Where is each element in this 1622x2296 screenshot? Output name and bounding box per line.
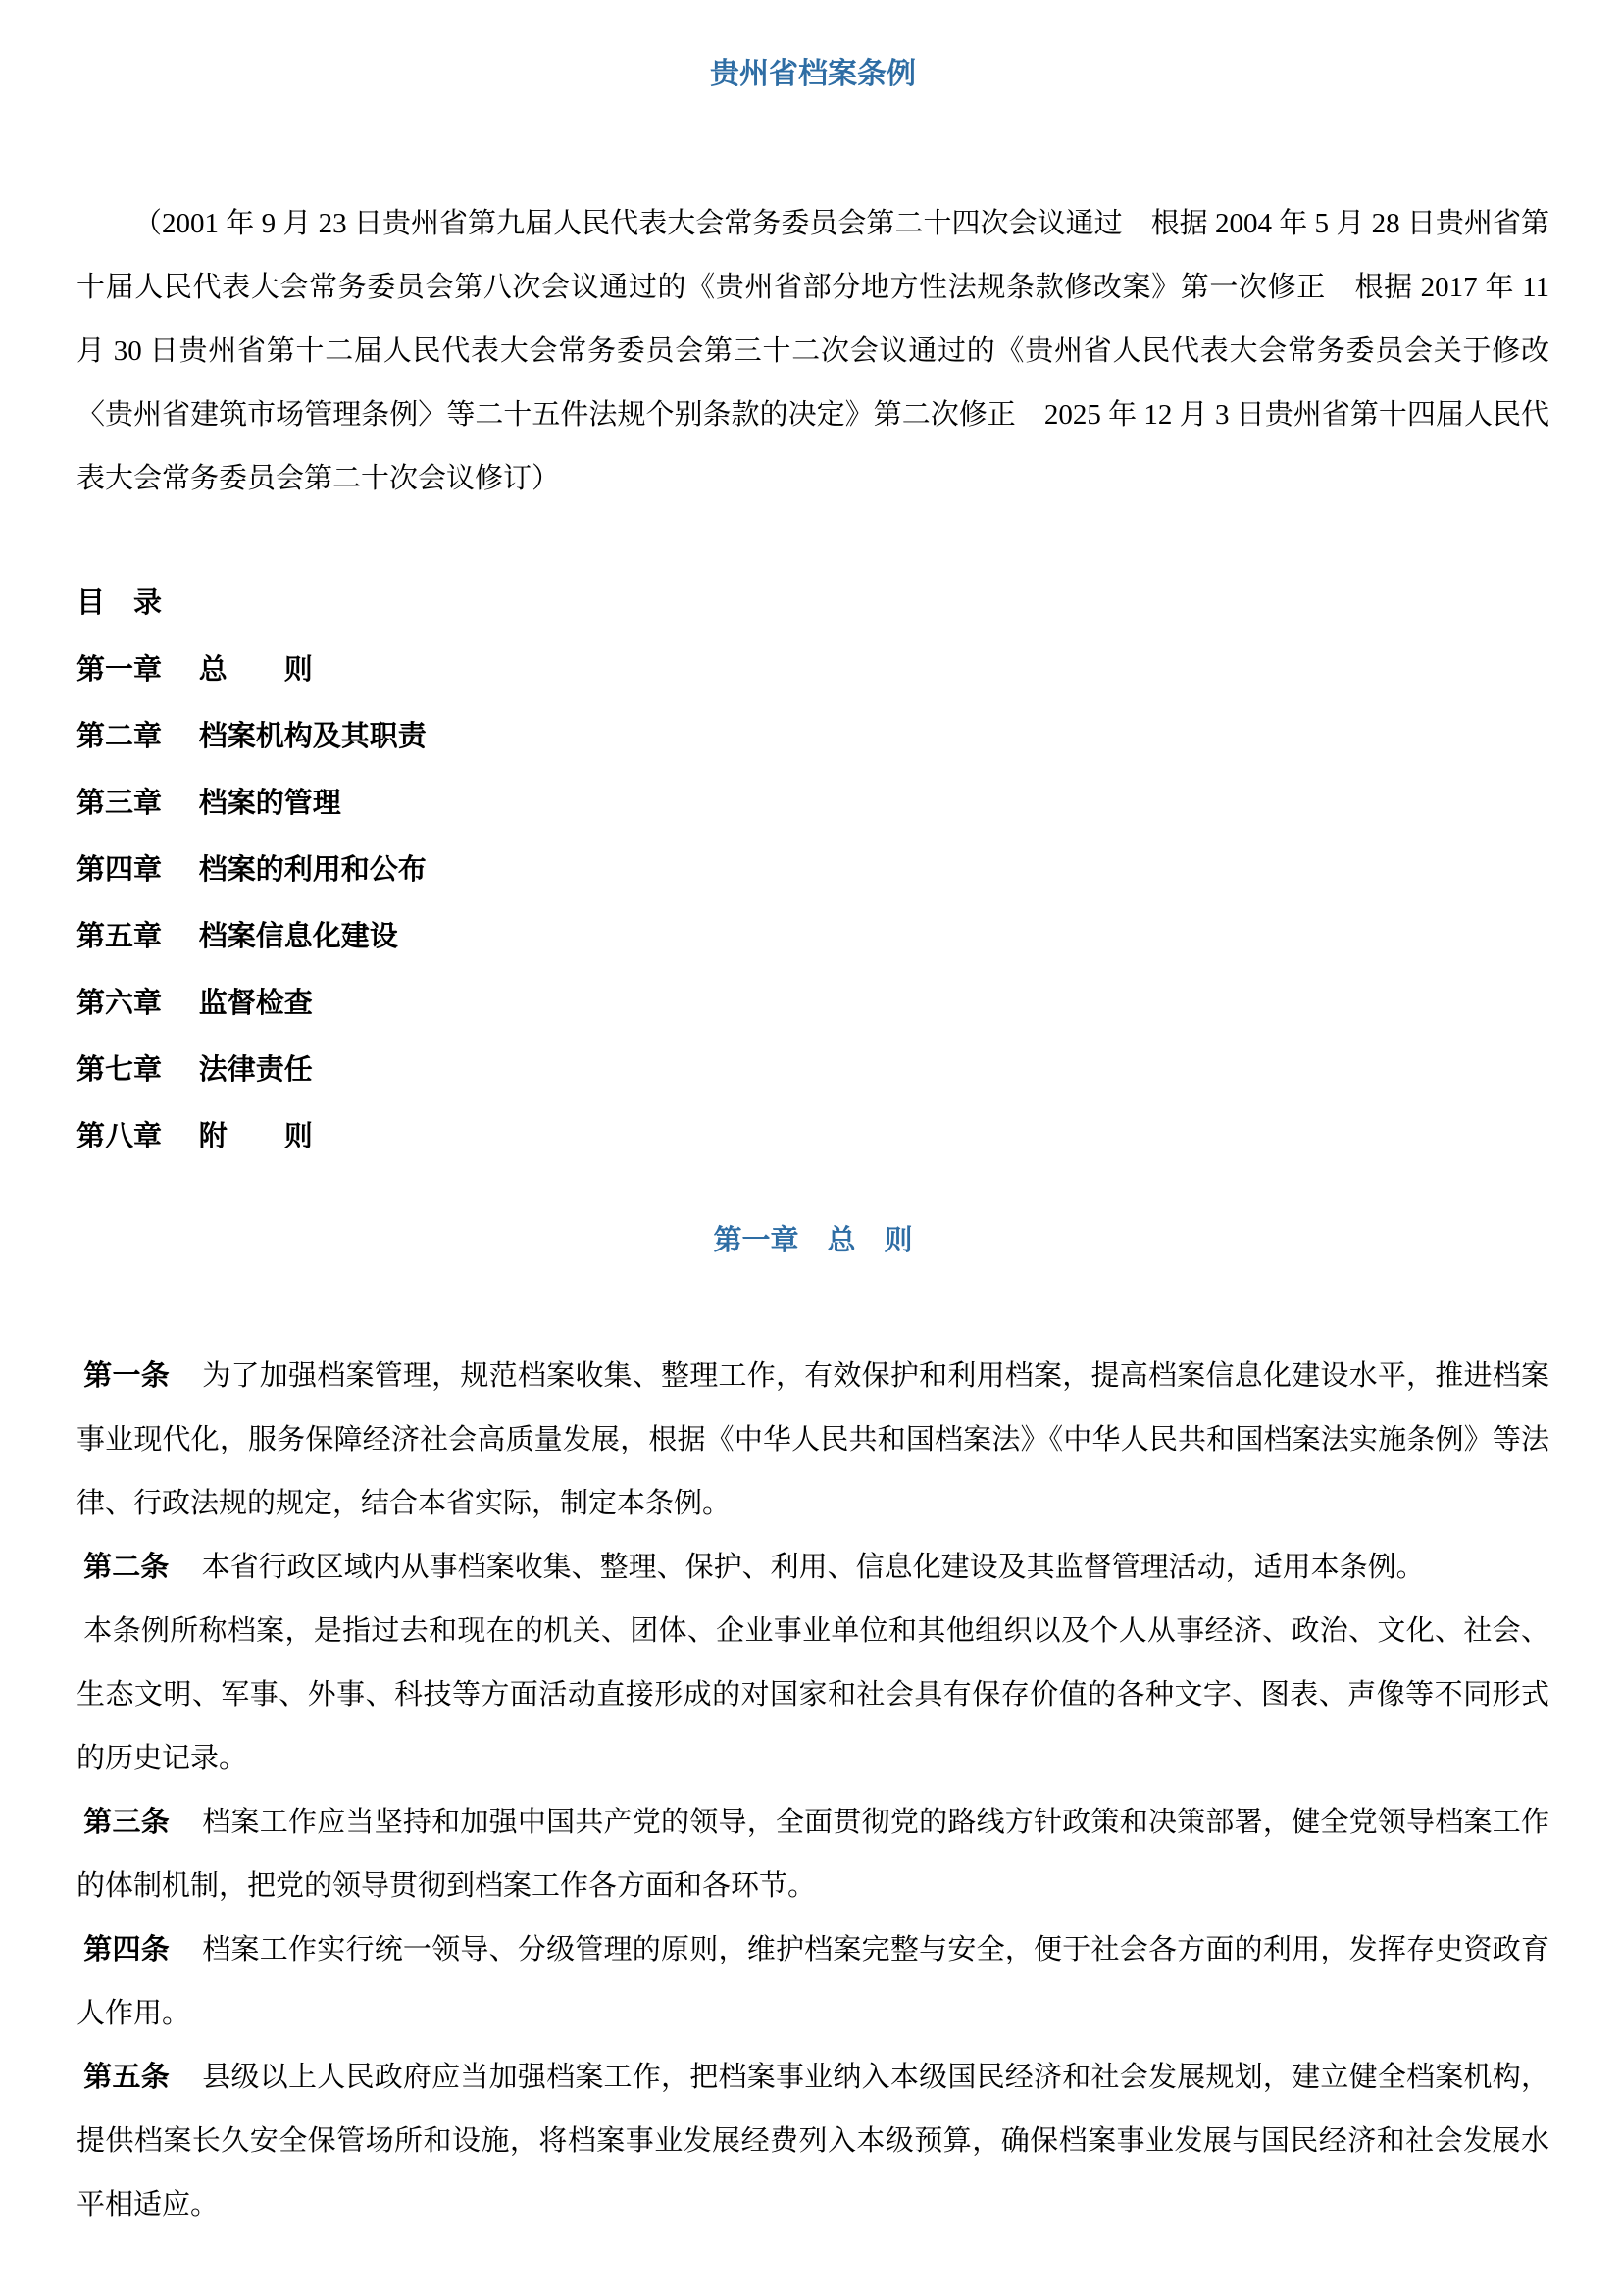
toc-chapter-title: 档案的利用和公布 bbox=[198, 854, 427, 886]
preamble-paragraph: （2001 年 9 月 23 日贵州省第九届人民代表大会常务委员会第二十四次会议通过 根据 2004 年 5 月 28 日贵州省第十届人民代表大会常务委员会第八次会议通过的《贵州省部分地方性法规条款修改案》第一次修正 根据 2017 年 11 月 30 日贵州省第十二届人民代表大会常务委员会第三十二次会议通过的《贵州省人民代表大会常务委员会关于修改〈贵州省建筑市场管理条例〉等二十五件法规个别条款的决定》第二次修正 2025 年 12 月 3 日贵州省第十四届人民代表大会常务委员会第二十次会议修订） bbox=[76, 208, 1549, 494]
toc-chapter-number: 第四章 bbox=[76, 854, 163, 886]
toc-chapter-title: 监督检查 bbox=[198, 988, 313, 1019]
article-first-paragraph bbox=[76, 1536, 1549, 1600]
toc-item bbox=[76, 703, 1549, 770]
article-text: 档案工作应当坚持和加强中国共产党的领导，全面贯彻党的路线方针政策和决策部署，健全党领导档案工作的体制机制，把党的领导贯彻到档案工作各方面和各环节。 bbox=[76, 1807, 1549, 1902]
toc-chapter-number: 第三章 bbox=[76, 788, 163, 819]
article-text: 县级以上人民政府应当加强档案工作，把档案事业纳入本级国民经济和社会发展规划，建立健全档案机构，提供档案长久安全保管场所和设施，将档案事业发展经费列入本级预算，确保档案事业发展与国民经济和社会发展水平相适应。 bbox=[76, 2062, 1549, 2220]
toc-chapter-number: 第七章 bbox=[76, 1054, 163, 1086]
article-text: 本省行政区域内从事档案收集、整理、保护、利用、信息化建设及其监督管理活动，适用本条例。 bbox=[201, 1552, 1425, 1583]
toc-chapter-title: 附 则 bbox=[198, 1121, 313, 1152]
toc-chapter-number: 第六章 bbox=[76, 988, 163, 1019]
toc-chapter-number: 第一章 bbox=[76, 654, 163, 686]
article-first-paragraph bbox=[76, 1791, 1549, 1918]
toc-chapter-number: 第五章 bbox=[76, 921, 163, 952]
article-text: 档案工作实行统一领导、分级管理的原则，维护档案完整与安全，便于社会各方面的利用，发挥存史资政育人作用。 bbox=[76, 1934, 1549, 2029]
article-number: 第二条 bbox=[83, 1552, 170, 1583]
article-text: 本条例所称档案，是指过去和现在的机关、团体、企业事业单位和其他组织以及个人从事经济、政治、文化、社会、生态文明、军事、外事、科技等方面活动直接形成的对国家和社会具有保存价值的各种文字、图表、声像等不同形式的历史记录。 bbox=[76, 1615, 1549, 1774]
table-of-contents bbox=[76, 570, 1549, 1170]
toc-chapter-number: 第二章 bbox=[76, 721, 163, 752]
toc-chapter-title: 档案信息化建设 bbox=[198, 921, 398, 952]
article-number: 第三条 bbox=[83, 1807, 170, 1838]
toc-item bbox=[76, 1037, 1549, 1103]
toc-item bbox=[76, 903, 1549, 970]
article-first-paragraph bbox=[76, 2046, 1549, 2237]
toc-item bbox=[76, 770, 1549, 837]
article-paragraph bbox=[76, 1600, 1549, 1791]
document-title: 贵州省档案条例 bbox=[710, 58, 916, 90]
article-number: 第四条 bbox=[83, 1934, 170, 1965]
toc-item bbox=[76, 970, 1549, 1037]
toc-chapter-title: 档案机构及其职责 bbox=[198, 721, 427, 752]
toc-item bbox=[76, 637, 1549, 703]
article-text: 为了加强档案管理，规范档案收集、整理工作，有效保护和利用档案，提高档案信息化建设水平，推进档案事业现代化，服务保障经济社会高质量发展，根据《中华人民共和国档案法》《中华人民共和国档案法实施条例》等法律、行政法规的规定，结合本省实际，制定本条例。 bbox=[76, 1360, 1549, 1519]
toc-item bbox=[76, 1103, 1549, 1170]
article-first-paragraph bbox=[76, 1918, 1549, 2046]
toc-list bbox=[76, 637, 1549, 1170]
toc-heading: 目 录 bbox=[76, 587, 163, 619]
article-number: 第一条 bbox=[83, 1360, 170, 1392]
toc-item bbox=[76, 837, 1549, 903]
toc-chapter-title: 法律责任 bbox=[198, 1054, 313, 1086]
toc-chapter-number: 第八章 bbox=[76, 1121, 163, 1152]
toc-chapter-title: 总 则 bbox=[198, 654, 313, 686]
article-number: 第五条 bbox=[83, 2062, 170, 2093]
toc-chapter-title: 档案的管理 bbox=[198, 788, 341, 819]
chapter-articles bbox=[76, 1345, 1549, 2237]
chapter-1-heading: 第一章 总 则 bbox=[713, 1225, 913, 1256]
article-first-paragraph bbox=[76, 1345, 1549, 1536]
